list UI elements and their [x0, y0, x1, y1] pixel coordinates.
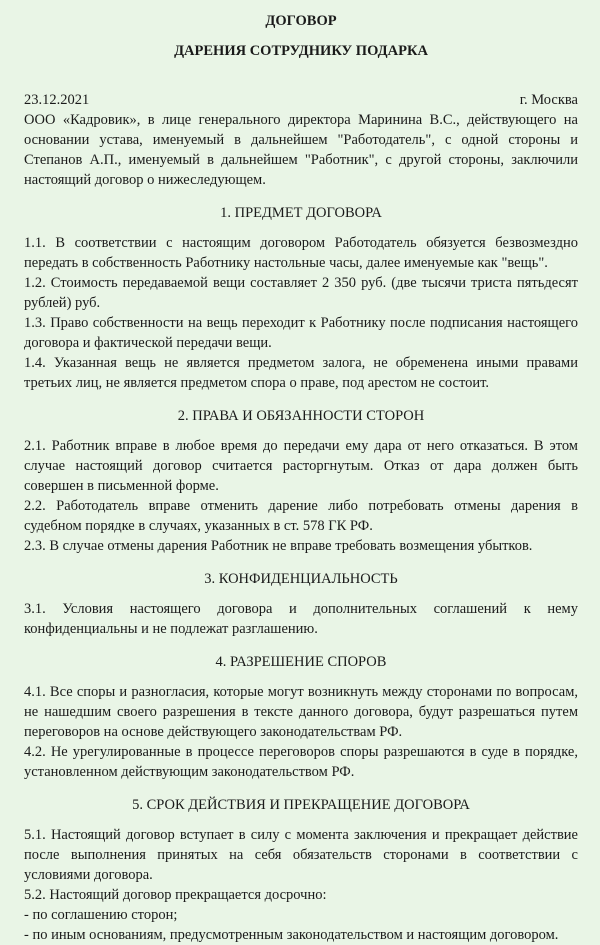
document-city: г. Москва: [519, 92, 578, 108]
clause-1-3: 1.3. Право собственности на вещь переходит к Работнику после подписания настоящего договора и фактической передачи вещи.: [24, 315, 578, 351]
section-heading-confidentiality: 3. КОНФИДЕНЦИАЛЬНОСТЬ: [204, 571, 398, 587]
clause-5-1: 5.1. Настоящий договор вступает в силу с момента заключения и прекращает действие после выполнения принятых на себя обязательств сторонами в соответствии с условиями договора.: [24, 827, 578, 883]
clause-2-1: 2.1. Работник вправе в любое время до передачи ему дара от него отказаться. В этом случае настоящий договор считается расторгнутым. Отказ от дара должен быть совершен в письменной форме.: [24, 438, 578, 494]
clause-5-2-item-agreement: - по соглашению сторон;: [24, 907, 178, 923]
section-heading-term: 5. СРОК ДЕЙСТВИЯ И ПРЕКРАЩЕНИЕ ДОГОВОРА: [132, 797, 470, 813]
document-meta: [24, 90, 578, 110]
clause-5-2-item-other: - по иным основаниям, предусмотренным законодательством и настоящим договором.: [24, 927, 559, 943]
clause-4-2: 4.2. Не урегулированные в процессе переговоров споры разрешаются в суде в порядке, установленном действующим законодательством РФ.: [24, 744, 578, 780]
document-subtitle: ДАРЕНИЯ СОТРУДНИКУ ПОДАРКА: [174, 43, 428, 59]
section-heading-subject: 1. ПРЕДМЕТ ДОГОВОРА: [220, 205, 382, 221]
section-heading-disputes: 4. РАЗРЕШЕНИЕ СПОРОВ: [215, 654, 387, 670]
section-heading-rights: 2. ПРАВА И ОБЯЗАННОСТИ СТОРОН: [177, 408, 425, 424]
document-date: 23.12.2021: [24, 92, 90, 108]
clause-2-3: 2.3. В случае отмены дарения Работник не вправе требовать возмещения убытков.: [24, 538, 533, 554]
document-title: ДОГОВОР: [265, 13, 337, 29]
clause-1-2: 1.2. Стоимость передаваемой вещи составляет 2 350 руб. (две тысячи триста пятьдесят рублей) руб.: [24, 275, 578, 311]
clause-4-1: 4.1. Все споры и разногласия, которые могут возникнуть между сторонами по вопросам, не нашедшим своего разрешения в тексте данного договора, будут разрешаться путем переговоров на основе действующего законодательствам РФ.: [24, 684, 578, 740]
clause-1-4: 1.4. Указанная вещь не является предметом залога, не обременена иными правами третьих лиц, не является предметом спора о праве, под арестом не состоит.: [24, 355, 578, 391]
clause-1-1: 1.1. В соответствии с настоящим договором Работодатель обязуется безвозмездно передать в собственность Работнику настольные часы, далее именуемые как "вещь".: [24, 235, 578, 271]
clause-5-2: 5.2. Настоящий договор прекращается досрочно:: [24, 887, 327, 903]
clause-2-2: 2.2. Работодатель вправе отменить дарение либо потребовать отмены дарения в судебном порядке в случаях, указанных в ст. 578 ГК РФ.: [24, 498, 578, 534]
document-intro: ООО «Кадровик», в лице генерального директора Маринина В.С., действующего на основании устава, именуемый в дальнейшем "Работодатель", с одной стороны и Степанов А.П., именуемый в дальнейшем "Работник", с другой стороны, заключили настоящий договор о нижеследующем.: [24, 112, 578, 188]
clause-3-1: 3.1. Условия настоящего договора и дополнительных соглашений к нему конфиденциальны и не подлежат разглашению.: [24, 601, 578, 637]
